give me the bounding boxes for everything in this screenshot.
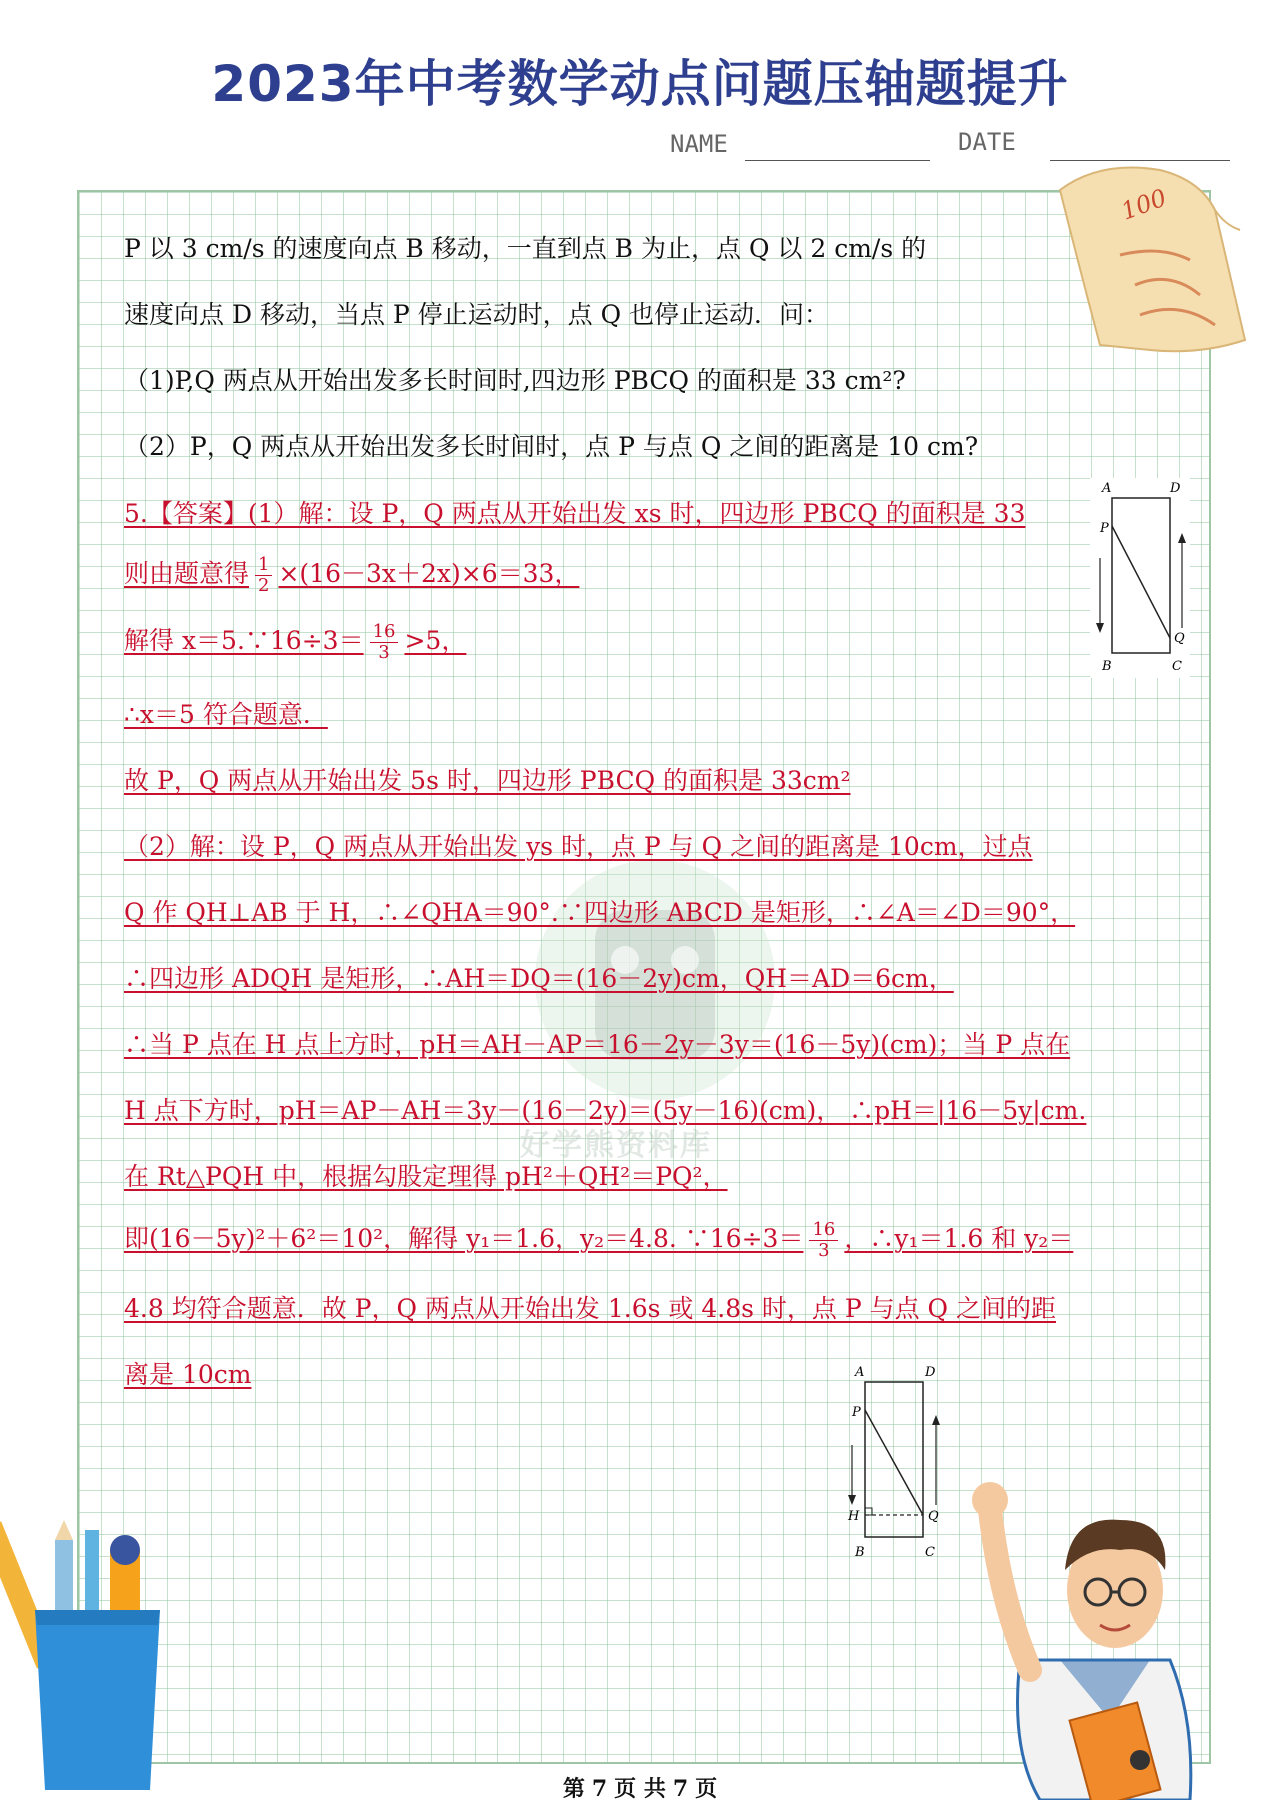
- name-label: NAME: [670, 130, 728, 158]
- question-line-1: P 以 3 cm/s 的速度向点 B 移动，一直到点 B 为止，点 Q 以 2 cm/s 的: [124, 234, 927, 263]
- answer-line-11: 在 Rt△PQH 中，根据勾股定理得 pH²＋QH²＝PQ²，: [124, 1162, 728, 1191]
- question-part-2: （2）P，Q 两点从开始出发多长时间时，点 P 与点 Q 之间的距离是 10 cm?: [124, 432, 979, 461]
- rectangle-diagram-1: [1090, 478, 1190, 678]
- label-c: C: [925, 1545, 935, 1560]
- label-q: Q: [1174, 631, 1185, 646]
- answer-line-6: （2）解：设 P，Q 两点从开始出发 ys 时，点 P 与 Q 之间的距离是 10cm，过点: [124, 832, 1033, 861]
- answer-line-12: 即(16－5y)²＋6²＝10²，解得 y₁＝1.6，y₂＝4.8. ∵16÷3＝ $\frac{16}{3}$ ，∴y₁＝1.6 和 y₂＝: [124, 1219, 1074, 1261]
- answer-line-1: 5.【答案】(1）解：设 P，Q 两点从开始出发 xs 时，四边形 PBCQ 的面积是 33: [124, 499, 1026, 528]
- label-a: A: [855, 1365, 865, 1380]
- label-p: P: [852, 1405, 861, 1420]
- date-label: DATE: [958, 128, 1016, 156]
- page-title: 2023年中考数学动点问题压轴题提升: [211, 55, 1069, 113]
- page-total: 7: [672, 1776, 689, 1802]
- answer-line-2: 则由题意得 $\frac{1}{2}$ ×(16－3x＋2x)×6＝33，: [124, 554, 580, 596]
- label-d: D: [1170, 481, 1181, 496]
- rectangle-diagram-2: [840, 1360, 950, 1570]
- watermark-text: 好学熊资料库: [520, 1128, 712, 1163]
- answer-line-13: 4.8 均符合题意．故 P，Q 两点从开始出发 1.6s 或 4.8s 时，点 P 与点 Q 之间的距: [124, 1294, 1056, 1323]
- page-number: 7: [591, 1776, 608, 1802]
- answer-line-3: 解得 x＝5.∵16÷3＝ $\frac{16}{3}$ >5，: [124, 621, 467, 663]
- answer-line-14: 离是 10cm: [124, 1360, 252, 1389]
- question-part-1: （1)P,Q 两点从开始出发多长时间时,四边形 PBCQ 的面积是 33 cm²?: [124, 366, 906, 395]
- label-c: C: [1172, 659, 1182, 674]
- question-line-2: 速度向点 D 移动，当点 P 停止运动时，点 Q 也停止运动．问：: [124, 300, 830, 329]
- answer-line-7: Q 作 QH⊥AB 于 H，∴∠QHA＝90°.∵四边形 ABCD 是矩形，∴∠A＝∠D＝90°，: [124, 898, 1076, 927]
- label-q: Q: [928, 1509, 939, 1524]
- fraction-denominator: 2: [258, 575, 270, 596]
- label-p: P: [1100, 521, 1109, 536]
- answer-line-5: 故 P，Q 两点从开始出发 5s 时，四边形 PBCQ 的面积是 33cm²: [124, 766, 851, 795]
- fraction-numerator: 16: [370, 622, 399, 643]
- label-b: B: [1102, 659, 1112, 674]
- answer-line-9: ∴当 P 点在 H 点上方时，pH＝AH－AP＝16－2y－3y＝(16－5y)(cm)；当 P 点在: [124, 1030, 1071, 1059]
- exam-paper-icon: [1040, 150, 1260, 360]
- page-footer: 第 7 页 共 7 页: [562, 1776, 718, 1802]
- answer-line-8: ∴四边形 ADQH 是矩形，∴AH＝DQ＝(16－2y)cm，QH＝AD＝6cm，: [124, 964, 954, 993]
- label-b: B: [855, 1545, 865, 1560]
- label-h: H: [848, 1509, 860, 1524]
- score-text: 100: [1117, 183, 1171, 226]
- pencil-cup-icon: [0, 1500, 170, 1800]
- fraction-numerator: 16: [809, 1220, 838, 1241]
- fraction-numerator: 1: [255, 555, 272, 576]
- name-blank[interactable]: [745, 160, 930, 161]
- label-d: D: [925, 1365, 936, 1380]
- fraction-denominator: 3: [378, 642, 390, 663]
- answer-line-10: H 点下方时，pH＝AP－AH＝3y－(16－2y)＝(5y－16)(cm)， ∴pH＝|16－5y|cm.: [124, 1096, 1087, 1125]
- answer-line-4: ∴x＝5 符合题意．: [124, 700, 328, 729]
- fraction-denominator: 3: [818, 1240, 830, 1261]
- student-illustration-icon: [960, 1420, 1210, 1800]
- label-a: A: [1102, 481, 1112, 496]
